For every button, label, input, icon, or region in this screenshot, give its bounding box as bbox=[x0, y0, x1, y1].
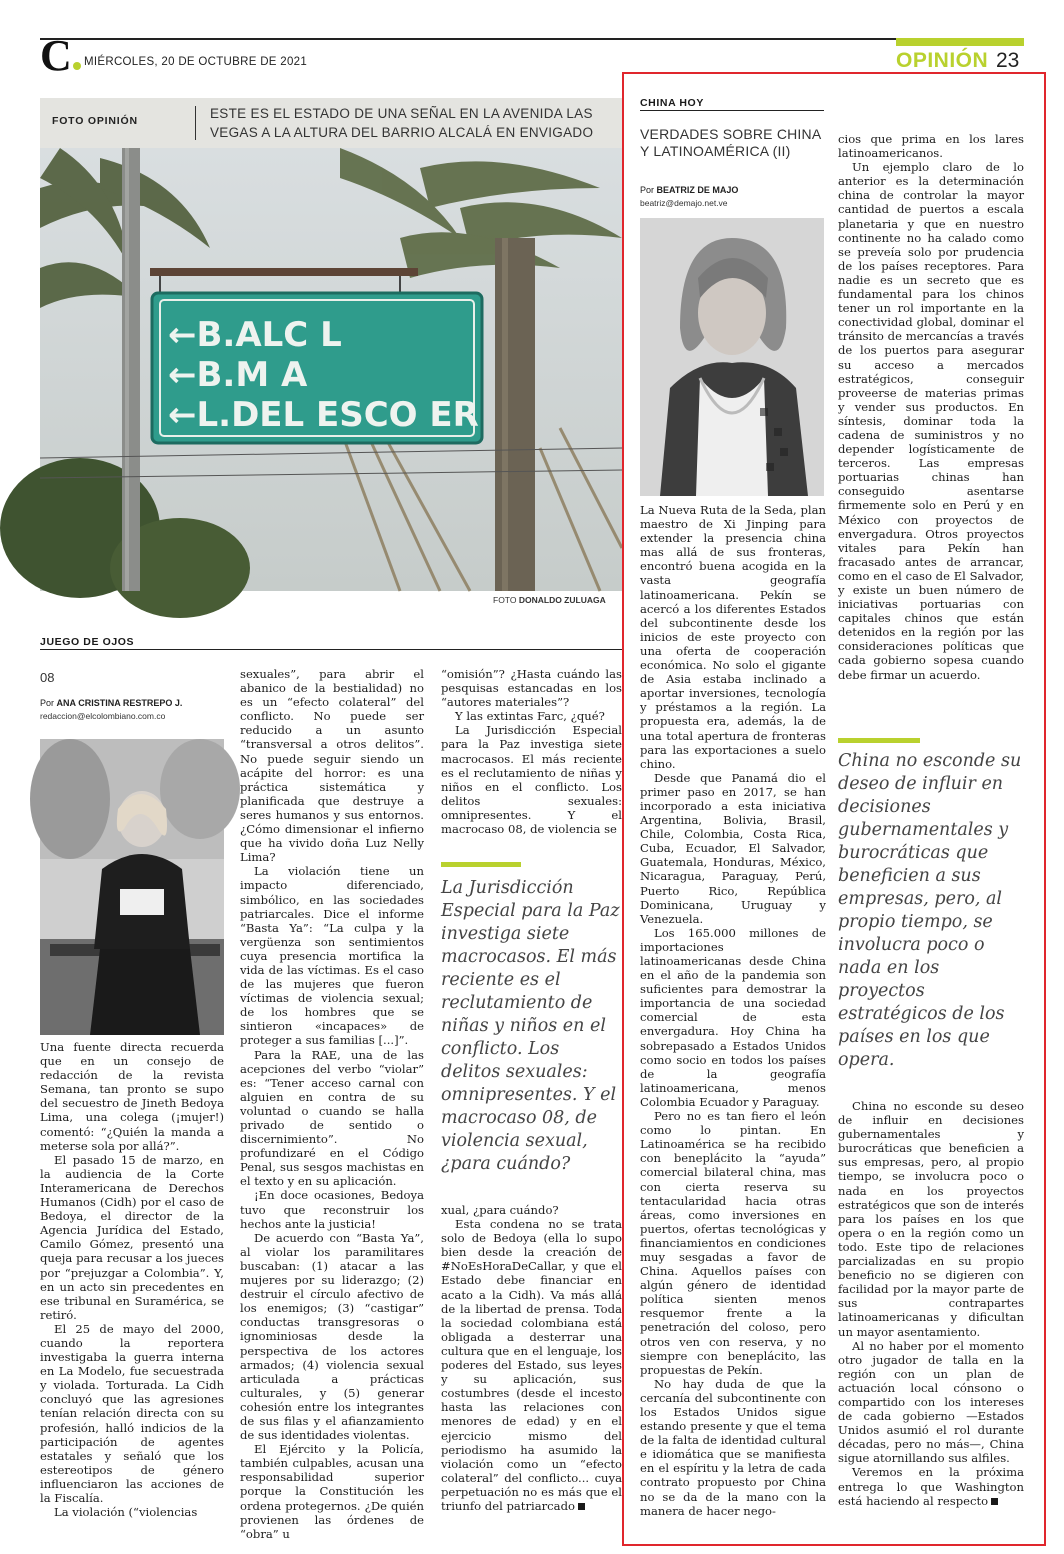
photo-credit: FOTO DONALDO ZULUAGA bbox=[493, 595, 606, 605]
page-number: 23 bbox=[996, 49, 1020, 72]
end-mark-icon bbox=[991, 1498, 998, 1505]
pull-quote-de-majo: China no esconde su deseo de influir en decisiones gubernamentales y burocráticas que beneficien a sus empresas, pero, al propio tiempo, se involucra poco o nada en los proyectos estratégicos de los países en los que opera. bbox=[838, 751, 1022, 1070]
author-photo-restrepo bbox=[40, 739, 224, 1035]
header-rule bbox=[40, 38, 896, 40]
paragraph: Una fuente directa recuerda que en un consejo de redacción de la revista Semana, tan pronto se supo del secuestro de Jineth Bedoya Lima, una colega (¡mujer!) comentó: “¿Quién la manda a meterse sola por allá?”. bbox=[40, 1040, 224, 1153]
china-hoy-byline: Por BEATRIZ DE MAJO bbox=[640, 185, 739, 195]
author-photo-de-majo bbox=[640, 218, 824, 496]
paragraph: La Jurisdicción Especial para la Paz investiga siete macrocasos. El más reciente es el reclutamiento de niñas y niños en el conflicto. Los delitos sexuales: omnipresentes. Y el macrocaso 08, de violencia se bbox=[441, 723, 622, 837]
paragraph: No hay duda de que la cercanía del subcontinente con los Estados Unidos sigue estando presente y que el tema de la falta de identidad cultural e idiomática que se manifiesta en el espíritu y la letra de cada contrato propuesto por China no se da de la mano con la manera de hacer nego- bbox=[640, 1376, 826, 1518]
paragraph: Y las extintas Farc, ¿qué? bbox=[455, 709, 605, 724]
paragraph: cios que prima en los lares latinoamericanos. bbox=[838, 132, 1024, 161]
pull-quote-bar bbox=[441, 862, 521, 867]
juego-de-ojos-column-2 bbox=[240, 667, 424, 1541]
juego-de-ojos-title: 08 bbox=[40, 670, 55, 685]
china-hoy-email: beatriz@demajo.net.ve bbox=[640, 198, 728, 208]
paragraph: El 25 de mayo del 2000, cuando la reportera investigaba la guerra interna en La Modelo, fue secuestrada y violada. Torturada. La Cidh concluyó que las agresiones tenían relación directa con su profesión, halló indicios de la participación de agentes estatales y señaló que los estereotipos de género influenciaron las acciones de la Fiscalía. bbox=[40, 1321, 224, 1505]
paragraph-text: Esta condena no se trata solo de Bedoya (ella lo supo bien desde la creación de #NoEsHoraDeCallar, y que el Estado debe financiar en acato a la Cidh). Va más allá de la libertad de prensa. Toda la sociedad colombiana está obligada a desterrar una cultura que en el lenguaje, los poderes del Estado, sus leyes y su aplicación, sus costumbres (desde el incesto hasta las relaciones con menores de edad) y en el ejercicio mismo del periodismo ha asumido la violación como un “efecto colateral” del conflicto... cuya perpetuación no es más que el triunfo del patriarcado bbox=[441, 1217, 622, 1513]
paragraph: Al no haber por el momento otro jugador de talla en la región con un plan de actuación local cónsono o compartido con los intereses de cada gobierno —Estados Unidos asumió el rol durante décadas, pero no más—, China sigue atornillando sus alfiles. bbox=[838, 1338, 1024, 1466]
paragraph: Pero no es tan fiero el león como lo pintan. En Latinoamérica se ha recibido con beneplácito la “ayuda” comercial bilateral china, mas con cierta reserva su tentacularidad hacia otras áreas, como inversiones en puertos, ofertas tecnológicas y financiamientos en condiciones muy sesgadas a favor de China. Aquellos países con algún género de identidad política sienten menos resquemor frente a la penetración del coloso, pero otros ven con reserva, y no siempre con beneplácito, las propuestas de Pekín. bbox=[640, 1109, 826, 1377]
paragraph: De acuerdo con “Basta Ya”, al violar los paramilitares buscaban: (1) atacar a las mujeres por su liderazgo; (2) destruir el círculo afectivo de los enemigos; (3) “castigar” conductas transgresoras o ignominiosas desde la perspectiva de los actores armados; (4) violencia sexual articulada a prácticas culturales, y (5) generar cohesión entre los integrantes de sus filas y el afianzamiento de sus identidades violentas. bbox=[240, 1230, 424, 1443]
china-hoy-title: VERDADES SOBRE CHINA Y LATINOAMÉRICA (II) bbox=[640, 126, 821, 159]
paragraph: xual, ¿para cuándo? bbox=[441, 1203, 559, 1217]
china-hoy-column-3 bbox=[838, 1099, 1024, 1519]
paragraph-text: Veremos en la próxima entrega lo que Washington está haciendo al respecto bbox=[838, 1465, 1024, 1508]
juego-de-ojos-byline: Por ANA CRISTINA RESTREPO J. bbox=[40, 698, 183, 708]
pull-quote-bar bbox=[838, 738, 920, 743]
juego-de-ojos-column-1 bbox=[40, 1040, 224, 1520]
newspaper-logo: C bbox=[40, 36, 81, 76]
juego-de-ojos-rule bbox=[40, 649, 622, 650]
juego-de-ojos-column-3 bbox=[441, 667, 622, 839]
china-hoy-section-label: CHINA HOY bbox=[640, 97, 704, 109]
issue-date: MIÉRCOLES, 20 DE OCTUBRE DE 2021 bbox=[84, 56, 308, 68]
paragraph: Para la RAE, una de las acepciones del verbo “violar” es: “Tener acceso carnal con alguien en contra de su voluntad o cuando se halla privado de sentido o discernimiento”. No profundizaré en el Código Penal, sus sesgos machistas en el texto y en su aplicación. bbox=[240, 1047, 424, 1189]
street-sign-illustration bbox=[40, 148, 622, 591]
foto-opinion-header bbox=[40, 98, 622, 148]
author-portrait-illustration bbox=[40, 739, 224, 1035]
pull-quote-restrepo: La Jurisdicción Especial para la Paz investiga siete macrocasos. El más reciente es el reclutamiento de niñas y niños en el conflicto. Los delitos sexuales: omnipresentes. Y el macrocaso 08, de violencia sexual, ¿para cuándo? bbox=[441, 878, 620, 1174]
juego-de-ojos-email: redaccion@elcolombiano.com.co bbox=[40, 711, 166, 721]
end-mark-icon bbox=[578, 1503, 585, 1510]
sign-line-1: ←B.ALC L bbox=[168, 315, 342, 355]
paragraph: La violación (“violencias bbox=[54, 1505, 198, 1520]
paragraph bbox=[838, 1465, 1024, 1507]
paragraph: ¡En doce ocasiones, Bedoya tuvo que reconstruir los hechos ante la justicia! bbox=[240, 1188, 424, 1231]
paragraph: China no esconde su deseo de influir en decisiones gubernamentales y burocráticas que beneficien a sus empresas, pero, al propio tiempo, se involucra poco o nada en los proyectos estratégicos que son de interés para los países en los que opera o en la región como un todo. Este tipo de relaciones parcializadas en su propio beneficio no se digieren con facilidad por la mayor parte de sus contrapartes latinoamericanas y dificultan un mayor asentamiento. bbox=[838, 1099, 1024, 1339]
china-hoy-rule bbox=[640, 110, 824, 111]
foto-caption: ESTE ES EL ESTADO DE UNA SEÑAL EN LA AVENIDA LAS VEGAS A LA ALTURA DEL BARRIO ALCALÁ EN ENVIGADO bbox=[210, 106, 594, 140]
paragraph: La violación tiene un impacto diferenciado, simbólico, en las sociedades patriarcales. Dice el informe “Basta Ya”: “La culpa y la vergüenza son sentimientos cuya presencia mortifica la vida de las víctimas. Es el caso de las mujeres que fueron víctimas de violencia sexual; de los hombres que se sintieron «incapaces» de proteger a sus familias [...]”. bbox=[240, 864, 424, 1048]
paragraph: Un ejemplo claro de lo anterior es la determinación china de controlar la mayor cantidad de puertos a escala planetaria y que en nuestro continente no ha calado como se preveía solo por prudencia de los países receptores. Para nadie es un secreto que es fundamental para los chinos tener un rol importante en la conectividad global, dominar el tránsito de mercancías a través de los puertos para asegurar su acceso a mercados estratégicos, conseguir proveerse de materias primas y vender sus productos. En síntesis, dominar toda la cadena de suministros y no depender logísticamente de terceros. Las empresas portuarias chinas han conseguido asentarse firmemente solo en Perú y en México con proyectos de envergadura. Otros proyectos vitales para Pekín han fracasado antes de arrancar, como en el caso de El Salvador, y existe un buen número de iniciativas portuarias con capitales chinos que están detenidos en la región por las consideraciones políticas que cada gobierno sopesa cuando debe firmar un acuerdo. bbox=[838, 160, 1024, 682]
section-accent-bar bbox=[896, 38, 1024, 46]
foto-divider bbox=[195, 106, 196, 140]
author-portrait-illustration bbox=[640, 218, 824, 496]
paragraph: “omisión”? ¿Hasta cuándo las pesquisas estancadas en los “autores materiales”? bbox=[441, 667, 622, 710]
paragraph bbox=[441, 1217, 622, 1513]
street-sign-photo bbox=[40, 148, 622, 591]
china-hoy-column-1 bbox=[640, 503, 826, 1523]
section-title: OPINIÓN bbox=[896, 49, 989, 72]
juego-de-ojos-section-label: JUEGO DE OJOS bbox=[40, 636, 135, 648]
logo-dot-icon bbox=[73, 62, 81, 70]
paragraph: La Nueva Ruta de la Seda, plan maestro de Xi Jinping para extender la presencia china mas allá de sus fronteras, encontró buena acogida en la vasta geografía latinoamericana. Pekín se acercó a los diferentes Estados del subcontinente desde los inicios de este proyecto con una oferta de cooperación económica. No solo el gigante de Asia estaba inclinado a aportar inversiones, tecnología y préstamos a la región. La propuesta era, además, la de una total apertura de fronteras para las exportaciones a suelo chino. bbox=[640, 503, 826, 771]
paragraph: El pasado 15 de marzo, en la audiencia de la Corte Interamericana de Derechos Humanos (Cidh) por el caso de Bedoya, el director de la Agencia Jurídica del Estado, Camilo Gómez, presentó una queja para recusar a los jueces por “prejuzgar a Colombia”. Y, en un acto sin precedentes en ese tribunal en Suramérica, se retiró. bbox=[40, 1152, 224, 1322]
sign-line-3: ←L.DEL ESCO ER bbox=[168, 395, 479, 435]
china-hoy-column-2 bbox=[838, 132, 1024, 714]
foto-opinion-label: FOTO OPINIÓN bbox=[52, 115, 138, 127]
paragraph: Desde que Panamá dio el primer paso en 2017, se han incorporado a esta iniciativa Argentina, Bolivia, Brasil, Chile, Colombia, Costa Rica, Cuba, Ecuador, El Salvador, Guatemala, Honduras, México, Nicaragua, Paraguay, Perú, Puerto Rico, República Dominicana, Uruguay y Venezuela. bbox=[640, 770, 826, 926]
sign-line-2: ←B.M A bbox=[168, 355, 308, 395]
paragraph: El Ejército y la Policía, también culpables, acusan una responsabilidad superior porque la Constitución les ordena protegernos. ¿De quién provienen las órdenes de “obra” u bbox=[240, 1442, 424, 1541]
paragraph: sexuales”, para abrir el abanico de la bestialidad) no es un “efecto colateral” del conflicto. No puede ser reducido a un asunto “transversal a otros delitos”. No puede seguir siendo un acápite del horror: es una práctica sistemática y planificada que destruye a seres humanos y sus entornos. ¿Cómo dimensionar el infierno que ha vivido doña Luz Nelly Lima? bbox=[240, 667, 424, 865]
paragraph: Los 165.000 millones de importaciones latinoamericanas desde China en el año de la pandemia son suficientes para demostrar la importancia de una sociedad comercial de esta envergadura. Hoy China ha sobrepasado a Estados Unidos como socio en todos los países de la geografía latinoamericana, menos Colombia Ecuador y Paraguay. bbox=[640, 925, 826, 1109]
juego-de-ojos-column-4 bbox=[441, 1203, 622, 1519]
